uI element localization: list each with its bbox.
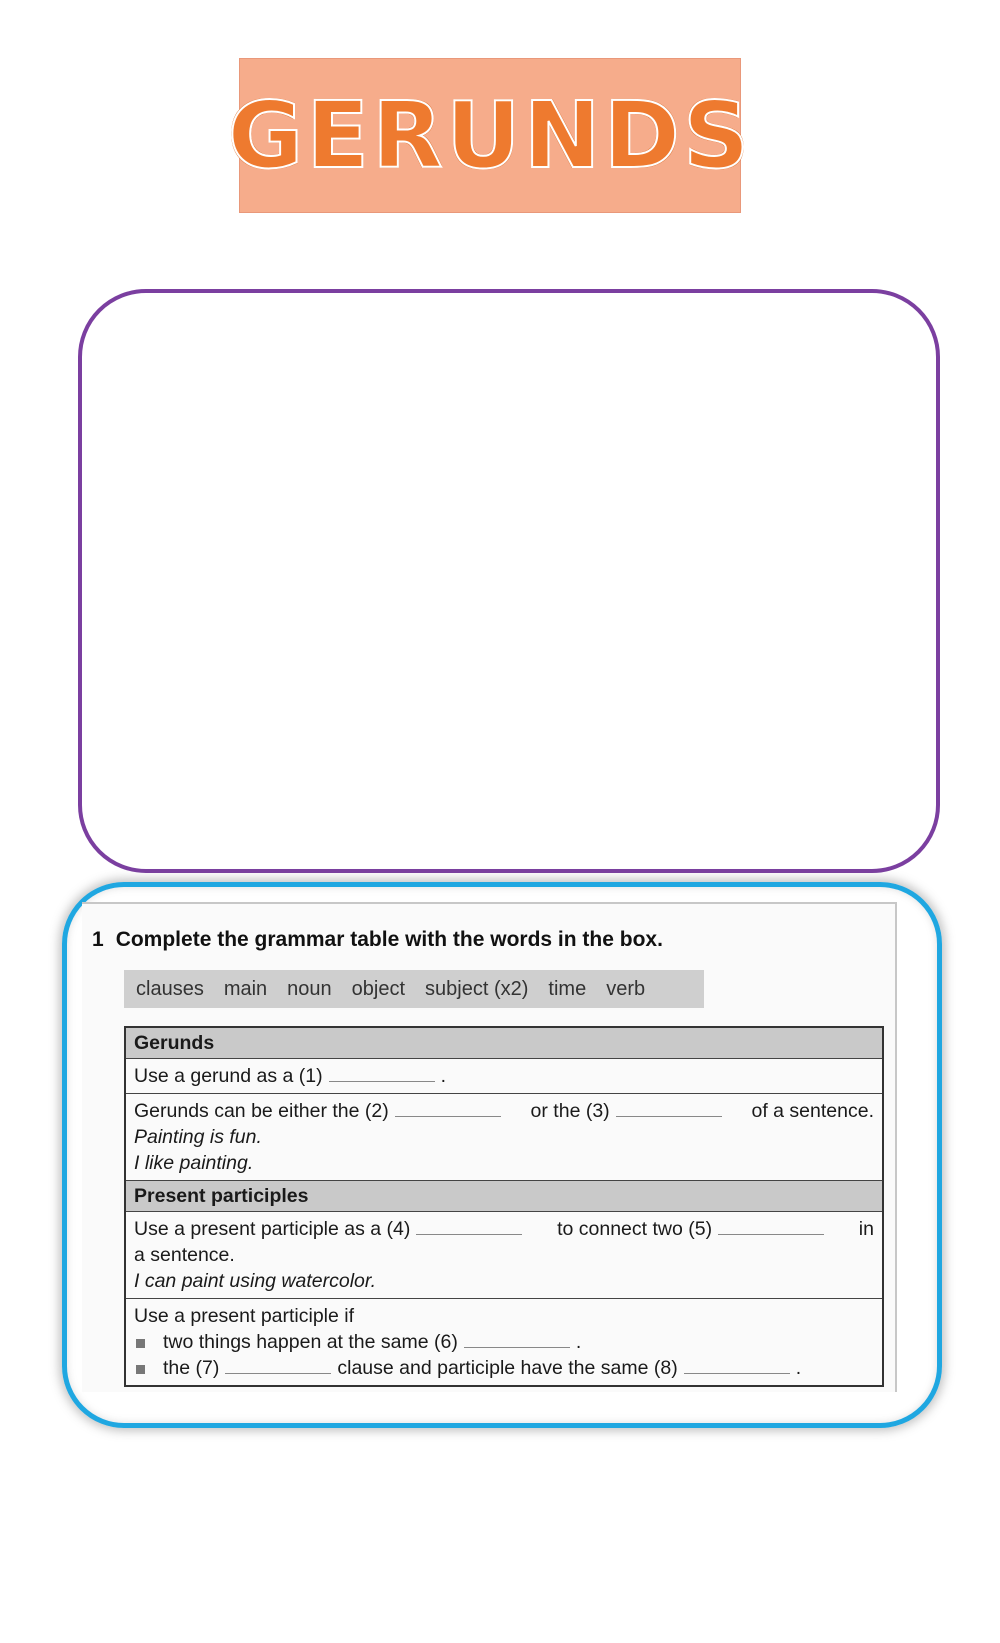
blank-3 [616,1102,722,1117]
grammar-table [124,1026,884,1387]
word-verb: verb [606,977,646,1000]
worksheet-image [82,902,897,1392]
word-subject: subject (x2) [425,977,529,1000]
blank-2 [395,1102,501,1117]
word-box [124,970,704,1008]
blank-4 [416,1220,522,1235]
list-item: two things happen at the same (6) . [134,1329,874,1355]
table-row: Gerunds can be either the (2) or the (3) of a sentence. Painting is fun. I like painting. [125,1094,883,1181]
title-banner [227,58,753,213]
instruction-text: Complete the grammar table with the words in the box. [115,928,663,951]
table-row: Use a present participle as a (4) to connect two (5) in a sentence. I can paint using watercolor. [125,1212,883,1299]
gerunds-header: Gerunds [125,1027,883,1059]
exercise-instruction [92,928,663,952]
list-item: the (7) clause and participle have the same (8) . [134,1355,874,1381]
word-noun: noun [287,977,332,1000]
blank-5 [718,1220,824,1235]
word-time: time [548,977,587,1000]
page-title: GERUNDS [227,81,753,189]
participles-header: Present participles [125,1181,883,1212]
word-object: object [351,977,406,1000]
example-sentence: Painting is fun. [134,1126,262,1148]
table-row: Use a present participle if two things happen at the same (6) . the (7) clause and participle have the same (8) . [125,1299,883,1387]
blank-7 [225,1359,331,1374]
answer-area-box[interactable] [78,289,940,873]
exercise-number: 1 [92,928,104,951]
bullet-icon [136,1365,145,1374]
example-sentence: I like painting. [134,1152,254,1174]
bullet-icon [136,1339,145,1348]
blank-1 [329,1067,435,1082]
word-main: main [223,977,268,1000]
example-sentence: I can paint using watercolor. [134,1270,377,1292]
word-clauses: clauses [136,977,204,1000]
blank-6 [464,1333,570,1348]
table-row: Use a gerund as a (1) . [125,1059,883,1094]
blank-8 [684,1359,790,1374]
